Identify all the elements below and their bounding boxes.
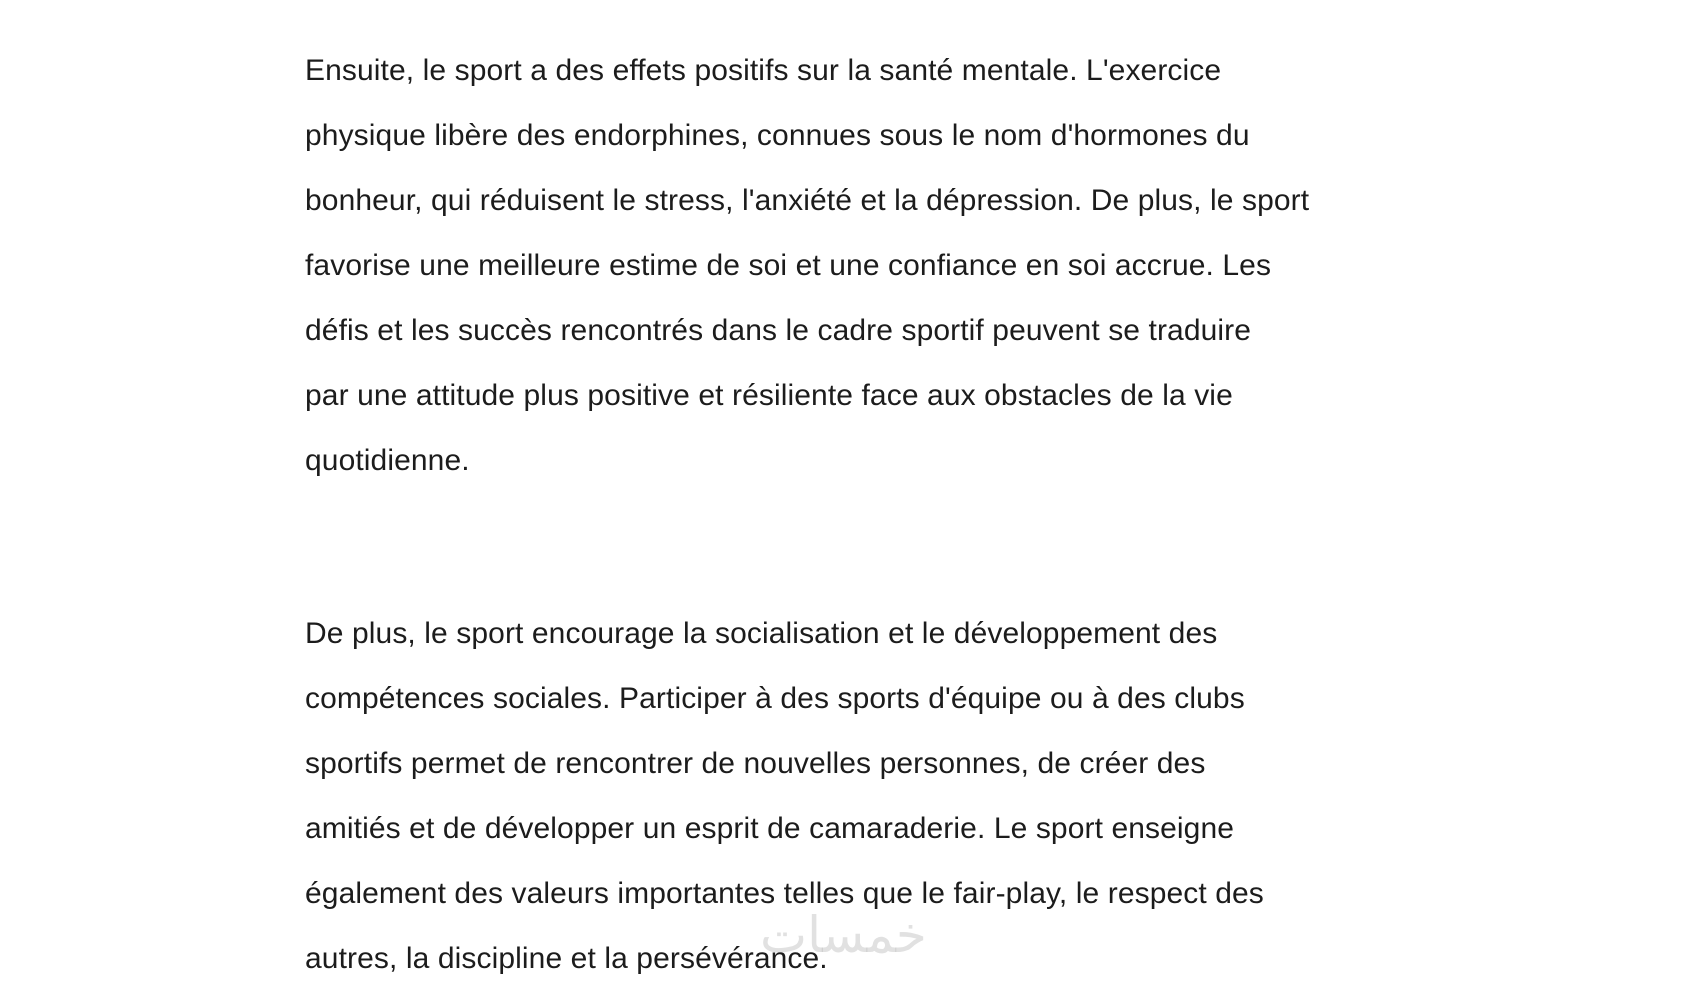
text-line: également des valeurs importantes telles que le fair-play, le respect des [305, 877, 1264, 910]
text-line: Ensuite, le sport a des effets positifs sur la santé mentale. L'exercice [305, 54, 1222, 87]
paragraph-mental-health [305, 38, 1415, 493]
watermark-logo: خمسات [760, 906, 927, 964]
text-line: défis et les succès rencontrés dans le cadre sportif peuvent se traduire [305, 314, 1252, 347]
paragraph-socialisation [305, 601, 1415, 991]
text-line: amitiés et de développer un esprit de camaraderie. Le sport enseigne [305, 812, 1235, 845]
text-line: autres, la discipline et la persévérance. [305, 942, 828, 975]
text-line: sportifs permet de rencontrer de nouvelles personnes, de créer des [305, 747, 1206, 780]
text-line: par une attitude plus positive et résiliente face aux obstacles de la vie [305, 379, 1233, 412]
text-line: compétences sociales. Participer à des sports d'équipe ou à des clubs [305, 682, 1245, 715]
text-line: physique libère des endorphines, connues sous le nom d'hormones du [305, 119, 1250, 152]
document-body [305, 38, 1415, 991]
text-line: quotidienne. [305, 444, 470, 477]
text-line: De plus, le sport encourage la socialisation et le développement des [305, 617, 1218, 650]
text-line: bonheur, qui réduisent le stress, l'anxiété et la dépression. De plus, le sport [305, 184, 1310, 217]
text-line: favorise une meilleure estime de soi et une confiance en soi accrue. Les [305, 249, 1272, 282]
